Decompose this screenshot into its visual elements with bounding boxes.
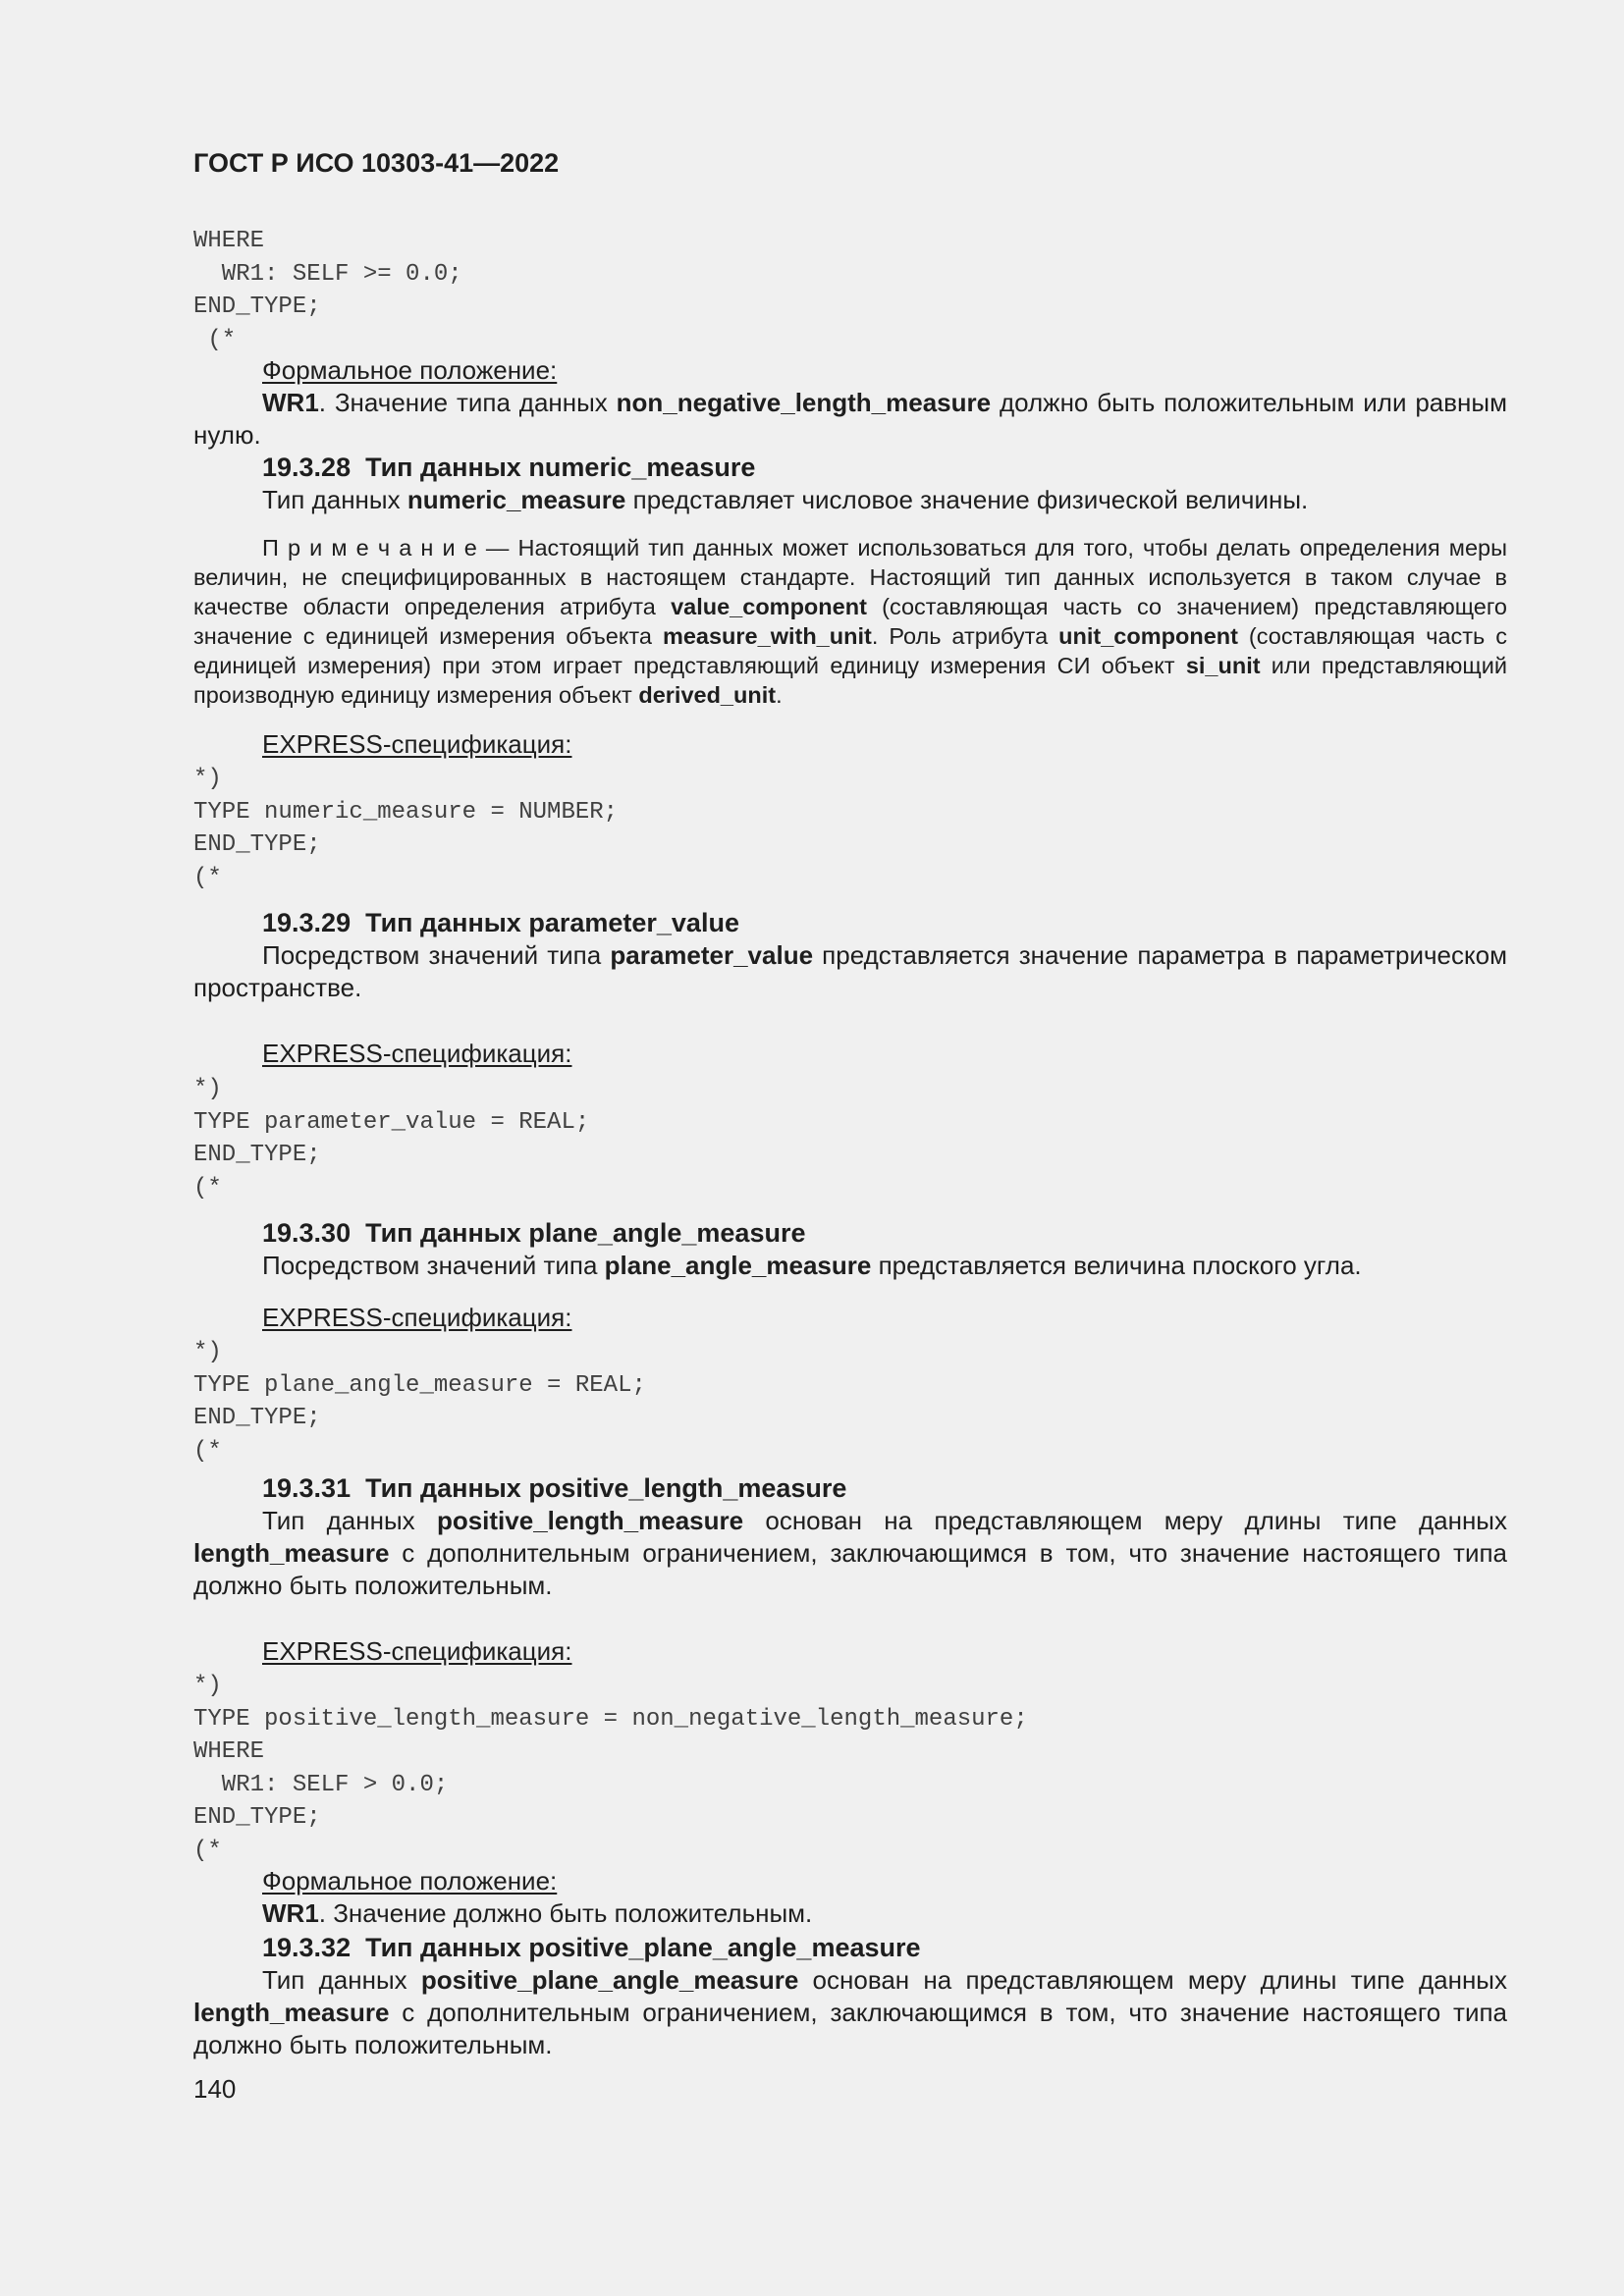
paragraph-text: основан на представляющем меру длины типе данных bbox=[743, 1506, 1507, 1535]
paragraph-type-name: length_measure bbox=[193, 1998, 390, 2027]
wr1-label: WR1 bbox=[262, 1898, 319, 1928]
document-header: ГОСТ Р ИСО 10303-41—2022 bbox=[193, 148, 560, 178]
formal-clause-wr1 bbox=[193, 387, 1507, 452]
paragraph-text: Тип данных bbox=[262, 485, 407, 514]
section-title-name: parameter_value bbox=[528, 908, 739, 937]
section-title-prefix: Тип данных bbox=[365, 1218, 529, 1248]
section-number: 19.3.30 bbox=[262, 1218, 352, 1248]
section-heading-19-3-28 bbox=[193, 452, 1576, 484]
section-title-prefix: Тип данных bbox=[365, 908, 529, 937]
section-number: 19.3.32 bbox=[262, 1933, 352, 1962]
paragraph-text: Посредством значений типа bbox=[262, 1251, 605, 1280]
section-title-prefix: Тип данных bbox=[365, 453, 529, 482]
express-heading-19-3-31 bbox=[193, 1635, 1576, 1668]
note-text: — Настоящий тип данных может использоваться для того, чтобы делать определения меры величин, не специфицированных в настоящем стандарте. Настоящий тип данных используется в таком случае в качестве области определения атрибута bbox=[193, 535, 1507, 619]
section-number: 19.3.31 bbox=[262, 1473, 352, 1503]
note-paragraph bbox=[193, 533, 1507, 710]
section-paragraph-19-3-30 bbox=[193, 1250, 1507, 1282]
section-title-name: numeric_measure bbox=[528, 453, 756, 482]
section-title-name: plane_angle_measure bbox=[528, 1218, 806, 1248]
express-heading-text: EXPRESS-спецификация: bbox=[262, 1039, 572, 1068]
paragraph-text: представляет числовое значение физической величины. bbox=[625, 485, 1309, 514]
note-term: measure_with_unit bbox=[662, 623, 872, 649]
code-block-positive-length-measure: *) TYPE positive_length_measure = non_negative_length_measure; WHERE WR1: SELF > 0.0; END_TYPE; (* bbox=[193, 1673, 1028, 1864]
wr1-text: . Значение должно быть положительным. bbox=[318, 1898, 813, 1928]
paragraph-text: Тип данных bbox=[262, 1965, 421, 1995]
code-block-where: WHERE WR1: SELF >= 0.0; END_TYPE; (* bbox=[193, 228, 462, 353]
code-block-parameter-value: *) TYPE parameter_value = REAL; END_TYPE; (* bbox=[193, 1076, 590, 1201]
paragraph-type-name: numeric_measure bbox=[406, 485, 626, 514]
paragraph-type-name: parameter_value bbox=[610, 940, 814, 970]
note-text: . Роль атрибута bbox=[871, 623, 1059, 649]
wr1-label: WR1 bbox=[262, 388, 319, 417]
note-term: value_component bbox=[671, 594, 867, 619]
section-number: 19.3.28 bbox=[262, 453, 352, 482]
note-term: si_unit bbox=[1185, 653, 1261, 678]
express-heading-text: EXPRESS-спецификация: bbox=[262, 729, 572, 759]
formal-clause-heading-19-3-31 bbox=[193, 1865, 1576, 1897]
code-block-plane-angle-measure: *) TYPE plane_angle_measure = REAL; END_TYPE; (* bbox=[193, 1339, 646, 1465]
section-heading-19-3-30 bbox=[193, 1217, 1576, 1250]
note-term: unit_component bbox=[1058, 623, 1238, 649]
formal-clause-wr1-19-3-31 bbox=[193, 1897, 1507, 1930]
note-label: П р и м е ч а н и е bbox=[262, 535, 477, 561]
note-term: derived_unit bbox=[638, 682, 777, 708]
paragraph-text: представляется величина плоского угла. bbox=[871, 1251, 1362, 1280]
paragraph-type-name: positive_length_measure bbox=[436, 1506, 744, 1535]
section-title-prefix: Тип данных bbox=[365, 1933, 529, 1962]
formal-clause-heading-text: Формальное положение: bbox=[262, 1866, 558, 1896]
section-heading-19-3-29 bbox=[193, 907, 1576, 939]
section-title-prefix: Тип данных bbox=[365, 1473, 529, 1503]
section-paragraph-19-3-31 bbox=[193, 1505, 1507, 1602]
express-heading-text: EXPRESS-спецификация: bbox=[262, 1303, 572, 1332]
section-title-name: positive_length_measure bbox=[528, 1473, 847, 1503]
section-paragraph-19-3-29 bbox=[193, 939, 1507, 1004]
paragraph-text: Тип данных bbox=[262, 1506, 437, 1535]
note-text: (составляющая часть со значением) представляющего значение с единицей измерения объекта bbox=[193, 594, 1507, 649]
express-heading-text: EXPRESS-спецификация: bbox=[262, 1636, 572, 1666]
section-paragraph-19-3-32 bbox=[193, 1964, 1507, 2061]
paragraph-text: Посредством значений типа bbox=[262, 940, 611, 970]
section-number: 19.3.29 bbox=[262, 908, 352, 937]
paragraph-type-name: length_measure bbox=[193, 1538, 390, 1568]
section-heading-19-3-32 bbox=[193, 1932, 1576, 1964]
formal-clause-heading-text: Формальное положение: bbox=[262, 355, 558, 385]
paragraph-type-name: positive_plane_angle_measure bbox=[420, 1965, 799, 1995]
wr1-type-name: non_negative_length_measure bbox=[616, 388, 992, 417]
note-text: . bbox=[776, 682, 783, 708]
section-heading-19-3-31 bbox=[193, 1472, 1576, 1505]
paragraph-text: представляется значение параметра в параметрическом пространстве. bbox=[193, 940, 1508, 1002]
paragraph-text: основан на представляющем меру длины типе данных bbox=[798, 1965, 1507, 1995]
section-paragraph-19-3-28 bbox=[193, 484, 1507, 516]
paragraph-text: с дополнительным ограничением, заключающимся в том, что значение настоящего типа должно быть положительным. bbox=[193, 1998, 1507, 2059]
express-heading-19-3-29 bbox=[193, 1038, 1576, 1070]
wr1-text-1: . Значение типа данных bbox=[318, 388, 617, 417]
note-text: (составляющая часть с единицей измерения) при этом играет представляющий единицу измерения СИ объект bbox=[193, 623, 1508, 678]
express-heading-19-3-28 bbox=[193, 728, 1576, 761]
paragraph-text: с дополнительным ограничением, заключающимся в том, что значение настоящего типа должно быть положительным. bbox=[193, 1538, 1507, 1600]
code-block-numeric-measure: *) TYPE numeric_measure = NUMBER; END_TYPE; (* bbox=[193, 766, 619, 891]
express-heading-19-3-30 bbox=[193, 1302, 1576, 1334]
paragraph-type-name: plane_angle_measure bbox=[604, 1251, 872, 1280]
page-number: 140 bbox=[193, 2074, 237, 2104]
section-title-name: positive_plane_angle_measure bbox=[528, 1933, 921, 1962]
wr1-text-2: должно быть положительным или равным нулю. bbox=[193, 388, 1507, 450]
note-text: или представляющий производную единицу измерения объект bbox=[193, 653, 1507, 708]
formal-clause-heading bbox=[193, 354, 1576, 387]
